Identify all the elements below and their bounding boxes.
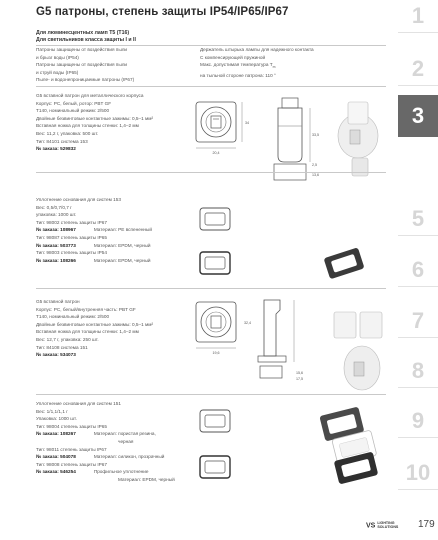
holder2-drawing-side	[250, 296, 320, 386]
tab-chapter-6[interactable]: 6	[398, 253, 438, 287]
intro-right	[200, 46, 314, 79]
order-label: № заказа:	[36, 352, 59, 358]
intro-left-line: и струй воды (IP65)	[36, 69, 79, 75]
order-material: Материал: EPDM, черный	[93, 257, 151, 263]
tab-chapter-7[interactable]: 7	[398, 304, 438, 338]
section1-line: Вес: 11,2 г, упаковка: 500 шт.	[36, 130, 99, 136]
holder-drawing-front	[190, 96, 260, 166]
seal1-type: Тип: 98003 степень защиты IP54	[36, 250, 107, 256]
seal2-cont: черная	[118, 438, 134, 444]
tab-chapter-2[interactable]: 2	[398, 52, 438, 86]
dim-height: 34	[245, 121, 249, 125]
section1-line: Корпус: PC, белый, ротор: PBT GF	[36, 100, 112, 106]
intro-right-line: С компенсирующей пружиной	[200, 54, 266, 60]
seal2-line: Вес: 1/1,1/1,1 г	[36, 408, 68, 414]
seal1-line: Уплотнение основания для систем 153	[36, 197, 121, 202]
order-number: 108267	[60, 431, 76, 437]
brand-mark: VS	[366, 522, 376, 530]
tab-chapter-8[interactable]: 8	[398, 354, 438, 388]
section2-line: Тип: 84108 система 151	[36, 344, 88, 350]
seal1-line: Вес: 0,5/0,7/0,7 г	[36, 204, 72, 210]
brand-subtitle	[377, 522, 398, 530]
section2-text	[36, 298, 153, 359]
tab-chapter-1[interactable]: 1	[398, 0, 438, 33]
intro-left-line: и брызг воды (IP54)	[36, 54, 79, 60]
seal2-order	[36, 430, 175, 438]
section2-line: T140, номинальный режим: 2/500	[36, 314, 110, 320]
dim-base: 13,6	[312, 173, 319, 177]
seal1-order	[36, 242, 152, 250]
seal2-line: Упаковка: 1000 шт.	[36, 416, 77, 422]
seal2-order	[36, 468, 175, 476]
brand-sub-line: LIGHTING	[377, 521, 395, 525]
order-number: 534073	[60, 352, 76, 358]
section2-line: Вес: 12,7 г, упаковка: 250 шт.	[36, 336, 99, 342]
order-line	[36, 351, 153, 359]
temp-subscript: m	[272, 65, 276, 70]
tab-chapter-10[interactable]: 10	[398, 456, 438, 490]
order-label: № заказа:	[36, 257, 59, 263]
seal2-drawing	[196, 404, 236, 484]
section1-line: Тип: 84101 система 153	[36, 138, 88, 144]
order-material: Материал: EPDM, черный	[93, 242, 151, 248]
order-number: 108266	[60, 257, 76, 263]
seal1-drawing	[196, 200, 236, 280]
tab-chapter-3[interactable]: 3	[398, 95, 438, 137]
order-label: № заказа:	[36, 146, 59, 152]
section1-line: Двойные безвинтовые контактные зажимы: 0,5–1 мм²	[36, 115, 154, 121]
seal1-type: Тип: 98087 степень защиты IP65	[36, 234, 107, 240]
section1-line: T140, номинальный режим: 2/500	[36, 108, 110, 114]
order-number: 108967	[60, 227, 76, 233]
holder2-photo	[330, 308, 394, 398]
order-label: № заказа:	[36, 431, 59, 437]
divider-3	[36, 288, 386, 289]
seal2-text	[36, 400, 175, 484]
order-material: Материал: PE вспененный	[93, 227, 153, 233]
seal1-photo	[320, 246, 370, 280]
intro-left-line: Патроны защищены от воздействия пыли	[36, 47, 128, 52]
tab-chapter-5[interactable]: 5	[398, 202, 438, 236]
order-number: 503773	[60, 242, 76, 248]
holder-drawing-side	[264, 96, 324, 191]
order-label: № заказа:	[36, 242, 59, 248]
seal1-line: Тип: 98002 степень защиты IP67	[36, 219, 107, 225]
tab-chapter-9[interactable]: 9	[398, 404, 438, 438]
order-material: Материал: силикон, прозрачный	[93, 454, 165, 460]
dim-width: 19,6	[212, 351, 220, 355]
order-material: Профильное уплотнение	[93, 469, 149, 475]
intro-left-line: Пыле- и водонепроницаемые патроны (IP67)	[36, 77, 135, 83]
section2-line: Вставная ножка для толщины стенки: 1,4–2 мм	[36, 329, 139, 335]
divider-2	[36, 172, 386, 173]
section2-line: Корпус: PC, белый/внутренняя часть: PBT GF	[36, 306, 136, 312]
section2-line: Двойные безвинтовые контактные зажимы: 0,5–1 мм²	[36, 321, 154, 327]
order-line	[36, 145, 153, 153]
dim-base: 15,6	[296, 371, 303, 375]
dim-depth: 17,5	[296, 377, 303, 381]
seal1-order	[36, 257, 152, 265]
order-label: № заказа:	[36, 469, 59, 475]
seal2-photo	[316, 404, 384, 484]
seal2-order	[36, 453, 175, 461]
intro-right-line: на тыльной стороне патрона: 110 °	[200, 72, 276, 78]
divider-4	[36, 394, 386, 395]
brand-sub-line: SOLUTIONS	[377, 524, 399, 529]
section1-text	[36, 92, 153, 153]
dim-width: 20,4	[212, 151, 220, 155]
order-label: № заказа:	[36, 227, 59, 233]
temp-label: Макс. допустимая температура T	[200, 62, 273, 68]
order-label: № заказа:	[36, 454, 59, 460]
dim-height: 32,4	[244, 321, 251, 325]
intro-right-line	[200, 61, 314, 72]
subtitle-class: Для светильников класса защиты I и II	[36, 37, 136, 43]
dim-depth: 33,5	[312, 133, 319, 137]
seal2-type: Тип: 98008 степень защиты IP67	[36, 461, 107, 467]
order-material: Материал: пористая резина,	[93, 431, 156, 437]
order-number: 529832	[60, 146, 76, 152]
intro-right-line: Держатель штырька лампы для надежного контакта	[200, 47, 314, 52]
seal1-text	[36, 196, 152, 264]
page-title: G5 патроны, степень защиты IP54/IP65/IP67	[36, 6, 289, 18]
order-number: 504078	[60, 454, 76, 460]
section2-line: G5 вставной патрон	[36, 299, 80, 304]
seal2-cont: Материал: EPDM, черный	[118, 476, 175, 482]
seal2-line: Уплотнение основания для систем 151	[36, 401, 121, 406]
order-number: 546254	[60, 469, 76, 475]
seal1-line: упаковка: 1000 шт.	[36, 212, 77, 218]
seal1-order	[36, 226, 152, 234]
seal2-line: Тип: 98004 степень защиты IP65	[36, 423, 107, 429]
brand-logo	[366, 522, 398, 530]
subtitle-lamps: Для люминесцентных ламп T5 (T16)	[36, 30, 130, 36]
dim-step: 2,5	[312, 163, 317, 167]
intro-left	[36, 46, 134, 84]
seal2-type: Тип: 98011 степень защиты IP67	[36, 446, 107, 452]
section1-line: Вставная ножка для толщины стенки: 1,4–2 мм	[36, 123, 139, 129]
section1-line: G5 вставной патрон для металлического корпуса	[36, 93, 144, 98]
intro-left-line: Патроны защищены от воздействия пыли	[36, 62, 128, 68]
divider-1	[36, 86, 386, 87]
page-number: 179	[418, 519, 435, 530]
